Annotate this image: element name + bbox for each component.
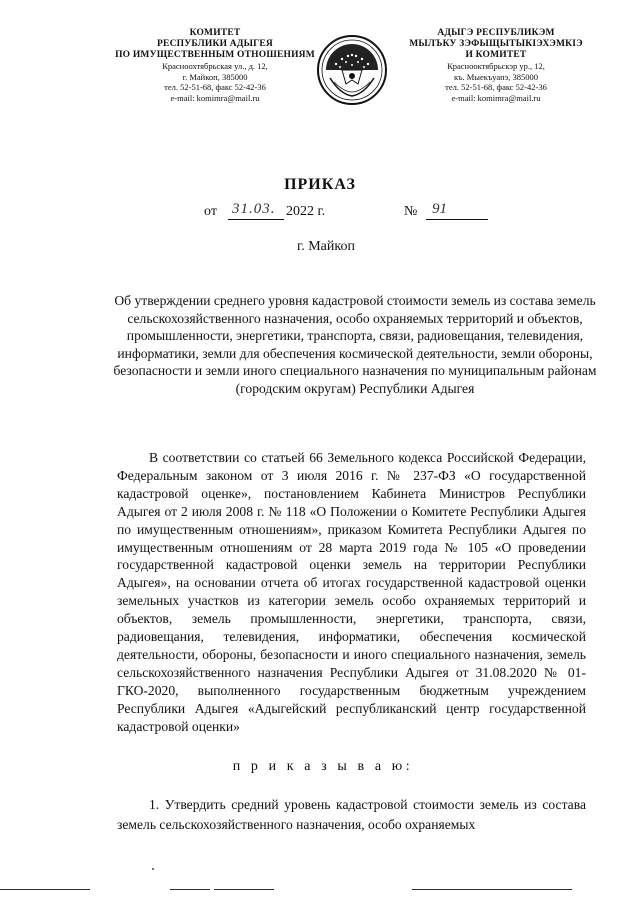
preamble-paragraph: В соответствии со статьей 66 Земельного кодекса Российской Федерации, Федеральным законом от 3 июля 2016 г. № 237-ФЗ «О государственной кадастровой оценке», постановлением Кабинета Министров Республики Адыгея от 2 июля 2008 г. № 118 «О Положении о Комитете Республики Адыгея по имущественным отношениям», приказом Комитета Республики Адыгея по имущественным отношениям от 28 марта 2019 года № 105 «О проведении государственной кадастровой оценки земель на территории Республики Адыгея», на основании отчета об итогах государственной кадастровой оценки земельных участков из категории земель особо охраняемых территорий и объектов, земель промышленности, энергетики, транспорта, связи, радиовещания, телевидения, информатики, обеспечения космической деятельности, обороны, безопасности и иного специального назначения, земель сельскохозяйственного назначения Республики Адыгея от 31.08.2020 № 01-ГКО-2020, выполненного государственным бюджетным учреждением Республики Адыгея «Адыгейский республиканский центр государственной кадастровой оценки» <box>117 450 586 734</box>
order-word: п р и к а з ы в а ю: <box>232 759 414 774</box>
order-item-1-text: 1. Утвердить средний уровень кадастровой стоимости земель из состава земель сельскохозяйственного назначения, особо охраняемых <box>117 797 586 832</box>
header-right-line2: МЫЛЪКУ ЗЭФЫЩЫТЫКIЭХЭМКIЭ <box>409 39 583 49</box>
date-number-line <box>204 201 514 224</box>
header-left <box>112 28 318 103</box>
header-right <box>393 28 599 103</box>
footer-line <box>412 889 572 890</box>
order-item-1 <box>117 795 586 834</box>
header-left-email: e-mail: komimra@mail.ru <box>170 92 260 103</box>
number-sign: № <box>404 204 418 219</box>
header-left-line1: КОМИТЕТ <box>189 28 241 38</box>
header-right-email: e-mail: komimra@mail.ru <box>451 92 541 103</box>
handwritten-date: 31.03. <box>232 201 276 217</box>
date-prefix: от <box>204 204 217 219</box>
footer-line <box>170 889 210 890</box>
header-right-line3: И КОМИТЕТ <box>465 50 527 60</box>
header-left-city: г. Майкоп, 385000 <box>182 71 248 82</box>
handwritten-number: 91 <box>432 201 447 217</box>
header-right-address: Краснооктябрьскэр ур., 12, <box>447 61 545 71</box>
header-left-phone: тел. 52-51-68, факс 52-42-36 <box>164 82 266 92</box>
order-preamble <box>117 449 586 736</box>
date-year: 2022 г. <box>286 204 326 219</box>
footer-line <box>0 889 90 890</box>
scan-speck <box>152 868 154 870</box>
header-left-line2: РЕСПУБЛИКИ АДЫГЕЯ <box>157 39 273 49</box>
footer-scan-lines <box>0 889 640 893</box>
date-underline <box>228 219 284 220</box>
header-right-city: къ. Мыекъуапэ, 385000 <box>453 71 539 82</box>
footer-line <box>214 889 274 890</box>
header-left-line3: ПО ИМУЩЕСТВЕННЫМ ОТНОШЕНИЯМ <box>115 50 315 60</box>
city-line: г. Майкоп <box>297 239 355 254</box>
number-underline <box>426 219 488 220</box>
document-title: ПРИКАЗ <box>284 176 356 193</box>
header-right-phone: тел. 52-51-68, факс 52-42-36 <box>445 82 547 92</box>
adygea-coat-of-arms-icon <box>316 34 388 106</box>
header-right-line1: АДЫГЭ РЕСПУБЛИКЭМ <box>437 28 555 38</box>
header-left-address: Красноохтябрьская ул., д. 12, <box>162 61 268 71</box>
order-subject: Об утверждении среднего уровня кадастровой стоимости земель из состава земель сельскохозяйственного назначения, особо охраняемых территорий и объектов, промышленности, энергетики, транспорта, связи, радиовещания, телевидения, информатики, земли для обеспечения космической деятельности, земли обороны, безопасности и земли иного специального назначения по муниципальным районам (городским округам) Республики Адыгея <box>113 293 597 396</box>
